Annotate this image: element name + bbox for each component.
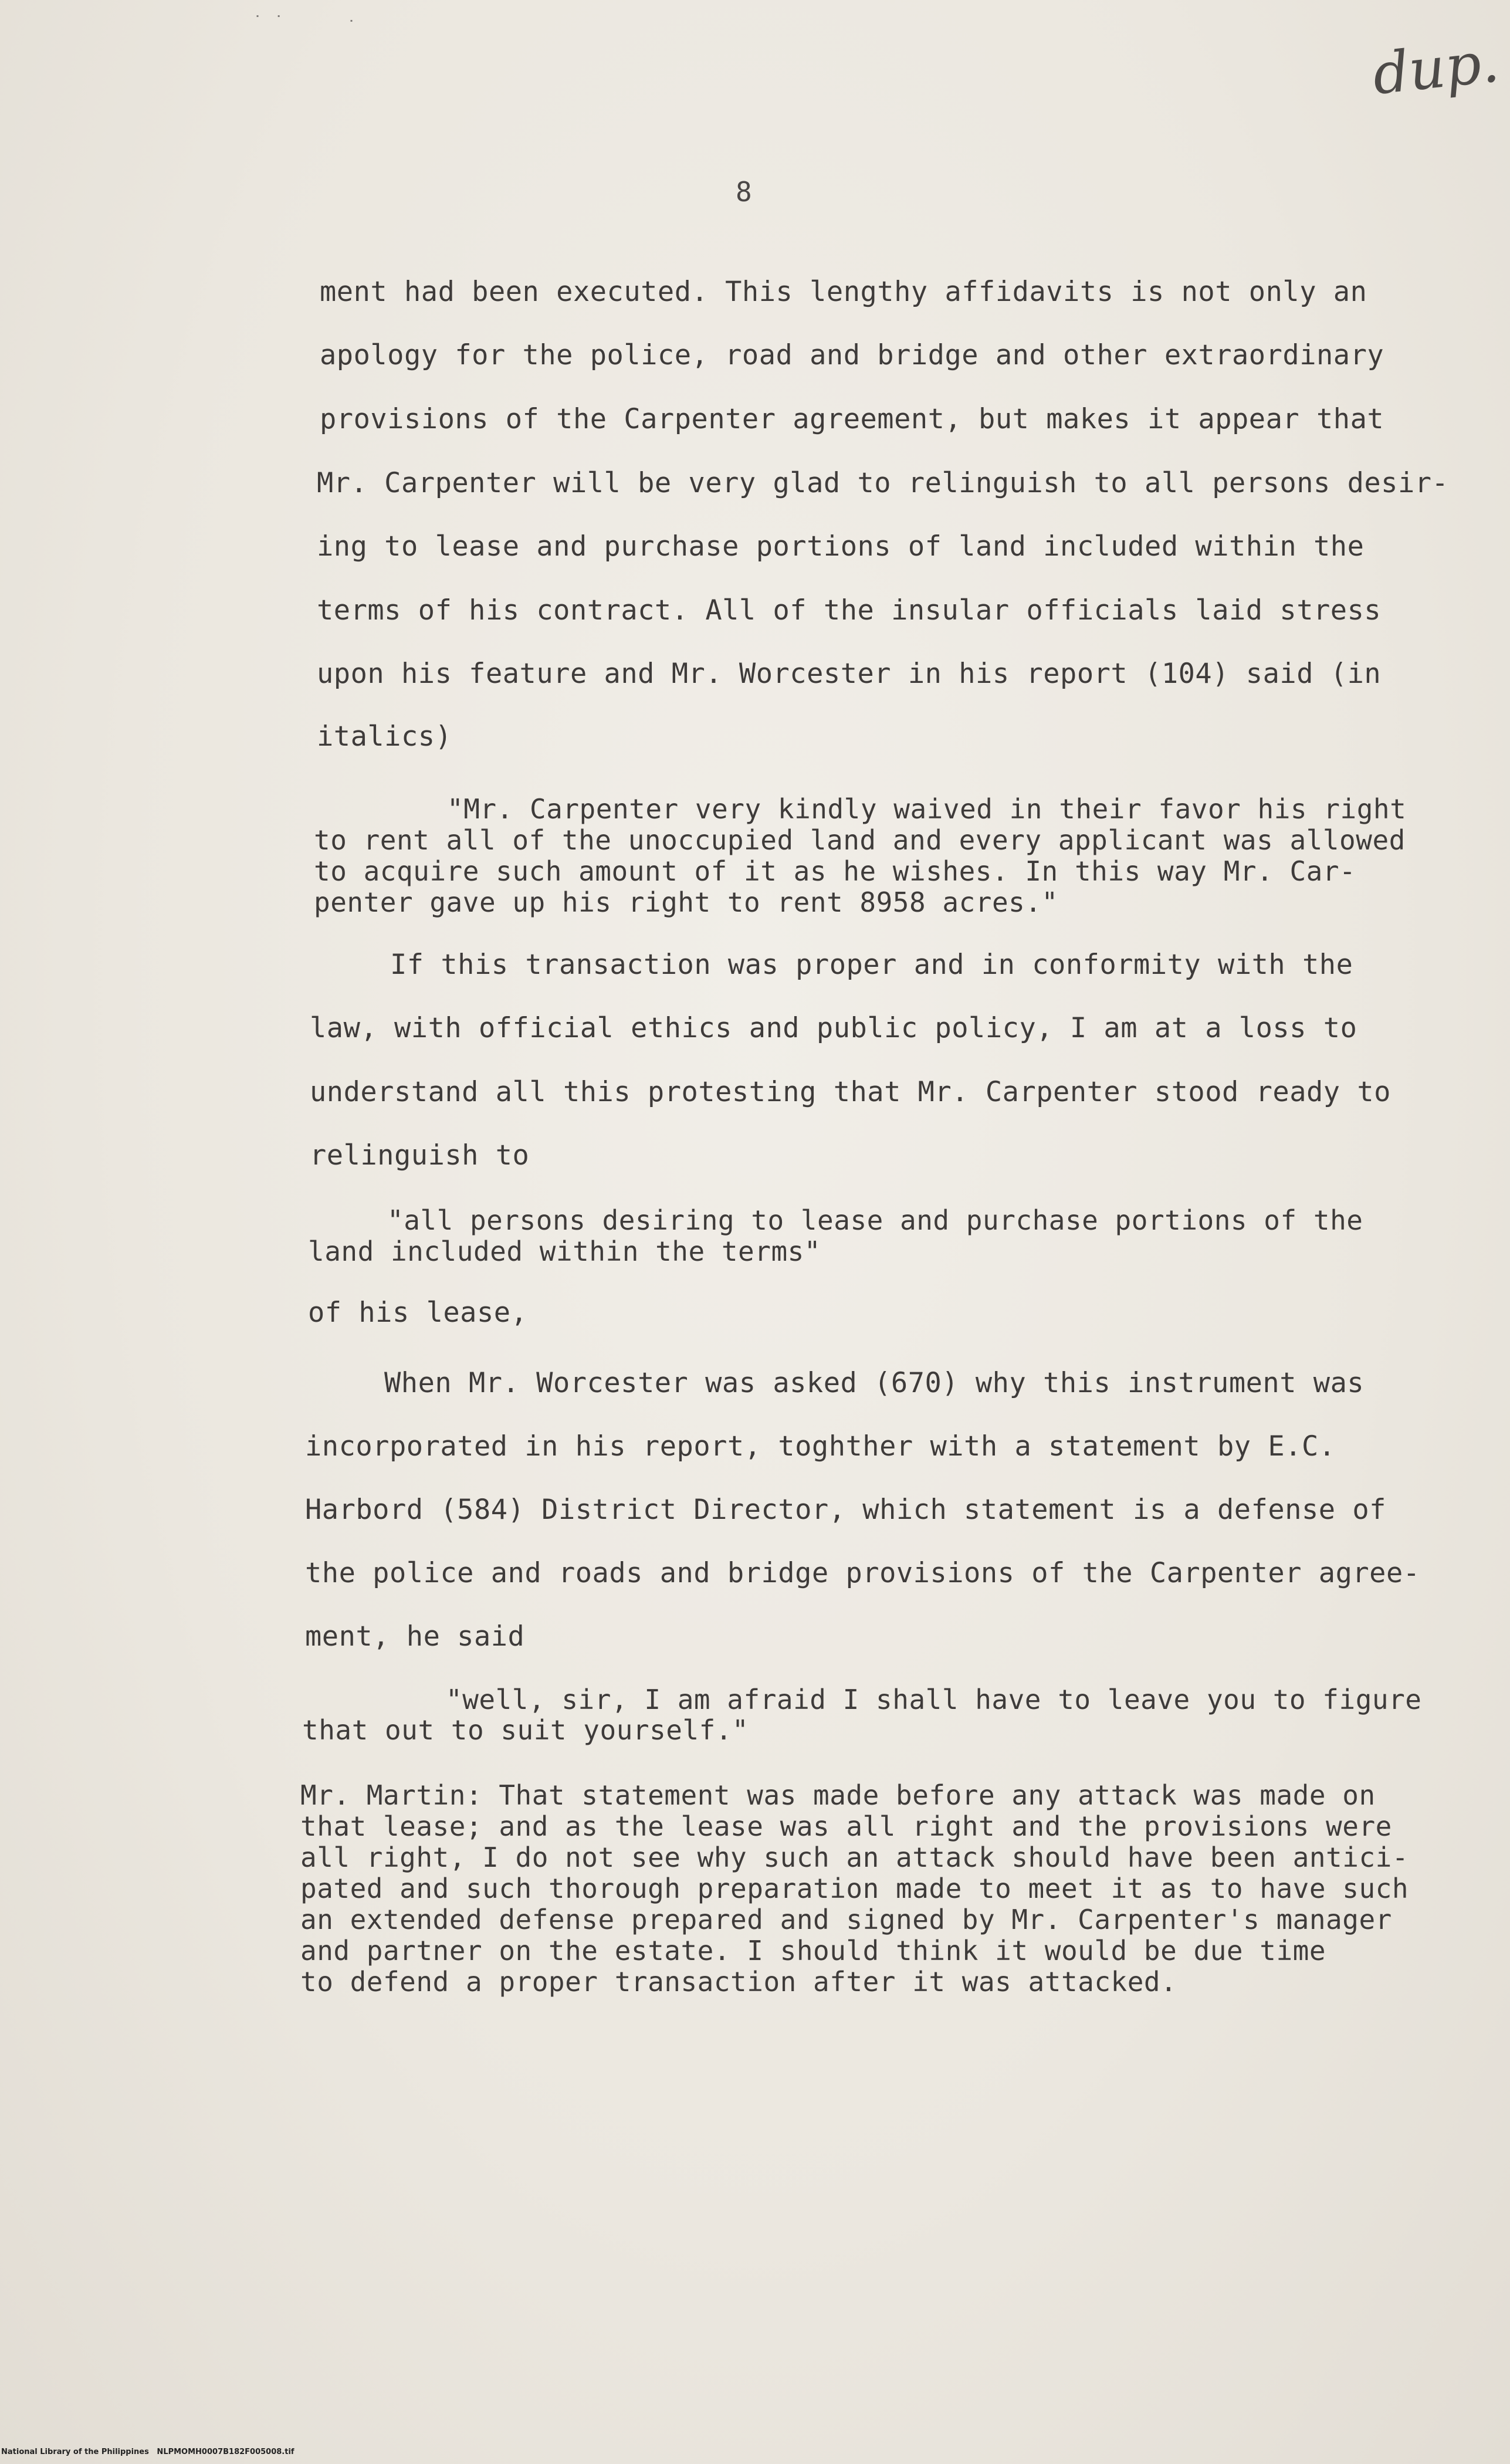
text-line: understand all this protesting that Mr. Carpenter stood ready to — [310, 1076, 1391, 1108]
quote-line: land included within the terms" — [308, 1236, 821, 1267]
quote-line: "well, sir, I am afraid I shall have to leave you to figure — [446, 1684, 1422, 1715]
handwritten-note: dup. — [1369, 29, 1502, 107]
quote-line: "all persons desiring to lease and purchase portions of the — [387, 1204, 1363, 1236]
text-line: Harbord (584) District Director, which statement is a defense of — [305, 1494, 1386, 1526]
text-line: all right, I do not see why such an attack should have been antici- — [300, 1842, 1409, 1873]
text-line: ment had been executed. This lengthy affidavits is not only an — [320, 276, 1367, 308]
text-line: Mr. Martin: That statement was made before any attack was made on — [300, 1779, 1376, 1811]
text-line: to defend a proper transaction after it was attacked. — [300, 1966, 1177, 1998]
text-line: If this transaction was proper and in conformity with the — [390, 949, 1353, 981]
text-line: italics) — [317, 720, 452, 753]
archive-footer: National Library of the Philippines NLPMOMH0007B182F005008.tif — [1, 2448, 294, 2456]
text-line: incorporated in his report, toghther with a statement by E.C. — [305, 1430, 1336, 1463]
scan-mark: ˙ — [346, 18, 357, 38]
scan-mark: ˙ ˙ — [252, 13, 285, 33]
quote-line: penter gave up his right to rent 8958 acres." — [314, 886, 1058, 918]
text-line: When Mr. Worcester was asked (670) why this instrument was — [384, 1367, 1365, 1399]
quote-line: that out to suit yourself." — [302, 1714, 749, 1746]
text-line: upon his feature and Mr. Worcester in his report (104) said (in — [317, 658, 1382, 690]
text-line: provisions of the Carpenter agreement, but makes it appear that — [320, 403, 1384, 435]
text-line: of his lease, — [308, 1297, 528, 1329]
quote-line: to rent all of the unoccupied land and every applicant was allowed — [314, 824, 1406, 856]
page-number: 8 — [736, 176, 752, 208]
text-line: the police and roads and bridge provisions of the Carpenter agree- — [305, 1557, 1420, 1589]
text-line: ing to lease and purchase portions of land included within the — [317, 530, 1365, 563]
text-line: relinguish to — [310, 1139, 530, 1172]
text-line: pated and such thorough preparation made to meet it as to have such — [300, 1873, 1409, 1904]
text-line: and partner on the estate. I should think it would be due time — [300, 1935, 1326, 1967]
text-line: Mr. Carpenter will be very glad to relinguish to all persons desir- — [317, 467, 1449, 499]
text-line: an extended defense prepared and signed by Mr. Carpenter's manager — [300, 1904, 1392, 1935]
text-line: terms of his contract. All of the insular officials laid stress — [317, 594, 1382, 627]
quote-line: "Mr. Carpenter very kindly waived in their favor his right — [447, 793, 1407, 825]
text-line: ment, he said — [305, 1620, 525, 1653]
text-line: apology for the police, road and bridge and other extraordinary — [320, 339, 1384, 371]
quote-line: to acquire such amount of it as he wishes. In this way Mr. Car- — [314, 855, 1356, 887]
text-line: law, with official ethics and public policy, I am at a loss to — [310, 1012, 1357, 1044]
text-line: that lease; and as the lease was all right and the provisions were — [300, 1810, 1392, 1842]
